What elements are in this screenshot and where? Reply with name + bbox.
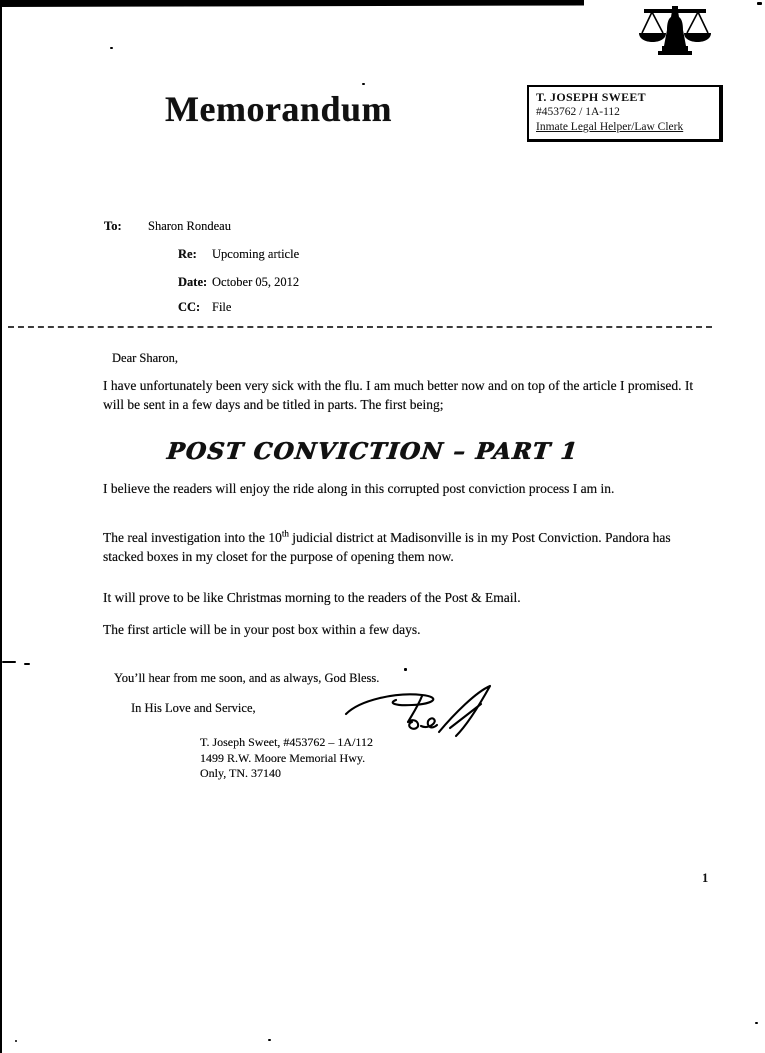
scan-artifact-dash (24, 663, 30, 665)
paragraph-investigation-pre: The real investigation into the 10 (103, 530, 282, 545)
paragraph-first-article: The first article will be in your post box within a few days. (103, 622, 421, 637)
sender-badge-name: T. JOSEPH SWEET (536, 90, 646, 104)
scan-artifact-dot (755, 1022, 758, 1024)
scan-artifact-left-edge (0, 0, 2, 1053)
signer-address: 1499 R.W. Moore Memorial Hwy. (200, 750, 366, 765)
scan-artifact-dot (15, 1040, 17, 1042)
meta-date-label: Date: (178, 275, 208, 289)
page-number: 1 (702, 871, 709, 885)
scan-artifact-dash (2, 661, 16, 663)
farewell-line: You’ll hear from me soon, and as always, God Bless. (114, 671, 380, 685)
valediction: In His Love and Service, (131, 701, 256, 715)
scan-artifact-dot (757, 2, 762, 5)
scan-artifact-dot (362, 83, 365, 85)
scan-artifact-dot (404, 668, 407, 671)
meta-row-date (178, 275, 299, 290)
section-divider (8, 326, 712, 328)
salutation: Dear Sharon, (112, 351, 178, 365)
ordinal-superscript: th (281, 528, 289, 539)
meta-cc-value: File (212, 300, 232, 314)
signer-name: T. Joseph Sweet, #453762 – 1A/112 (200, 735, 373, 749)
meta-row-cc (178, 300, 231, 315)
signer-city: Only, TN. 37140 (200, 766, 281, 780)
article-headline: POST CONVICTION – PART 1 (165, 438, 580, 465)
scales-of-justice-icon (637, 6, 713, 56)
scan-artifact-top-bar (0, 0, 584, 7)
meta-cc-label: CC: (178, 300, 201, 314)
sender-badge (527, 85, 723, 142)
paragraph-intro: I have unfortunately been very sick with the flu. I am much better now and on top of the article I promised. It will be sent in a few days and be titled in parts. The first being; (103, 378, 694, 412)
paragraph-investigation (103, 528, 695, 566)
meta-to-value: Sharon Rondeau (148, 219, 231, 233)
meta-to-label: To: (104, 219, 122, 233)
paragraph-investigation-post: judicial district at Madisonville is in my Post Conviction. Pandora has stacked boxes in my closet for the purpose of opening them now. (103, 530, 671, 564)
meta-row-to (104, 219, 231, 234)
scan-artifact-dot (268, 1039, 271, 1041)
signer-address-block (200, 735, 373, 782)
meta-re-value: Upcoming article (212, 247, 300, 261)
scan-artifact-dot (110, 47, 113, 49)
meta-date-value: October 05, 2012 (212, 275, 300, 289)
sender-badge-id: #453762 / 1A-112 (536, 106, 620, 118)
paragraph-christmas: It will prove to be like Christmas morning to the readers of the Post & Email. (103, 590, 521, 605)
meta-re-label: Re: (178, 247, 197, 261)
paragraph-believe: I believe the readers will enjoy the ride along in this corrupted post conviction process I am in. (103, 481, 615, 496)
sender-badge-role: Inmate Legal Helper/Law Clerk (536, 121, 684, 133)
meta-row-re (178, 247, 299, 262)
memo-title: Memorandum (165, 89, 392, 129)
signature-icon (338, 683, 513, 743)
